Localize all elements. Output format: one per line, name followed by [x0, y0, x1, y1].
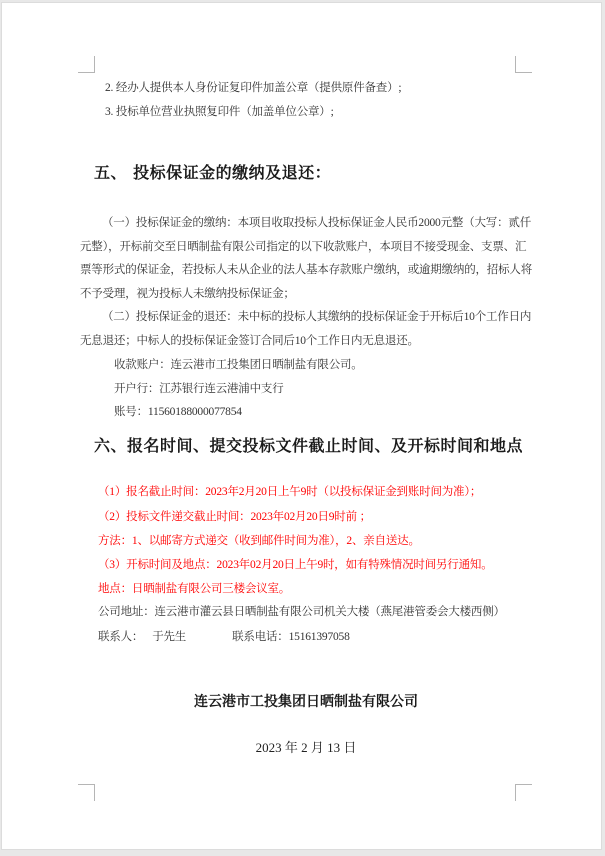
company-address-line: 公司地址：连云港市灌云县日晒制盐有限公司机关大楼（燕尾港管委会大楼西侧） — [98, 606, 505, 618]
section5-para1-line2: 元整），开标前交至日晒制盐有限公司指定的以下收款账户，本项目不接受现金、支票、汇 — [80, 241, 527, 253]
contact-phone-label: 联系电话： — [232, 631, 289, 643]
contact-person-name: 于先生 — [152, 631, 187, 643]
contact-phone-number: 15161397058 — [288, 631, 350, 643]
bid-opening-time-line: （3）开标时间及地点：2023年02月20日上午9时，如有特殊情况时间另行通知。 — [98, 559, 493, 571]
bank-branch-line: 开户行：江苏银行连云港浦中支行 — [114, 383, 284, 395]
signup-deadline-line: （1）报名截止时间：2023年2月20日上午9时（以投标保证金到账时间为准）； — [98, 486, 482, 498]
issue-date: 2023 年 2 月 13 日 — [255, 740, 357, 755]
section5-para1-line3: 票等形式的保证金，若投标人未从企业的法人基本存款账户缴纳，或逾期缴纳的，招标人将 — [80, 264, 532, 276]
margin-crop-mark-bottom-right — [515, 784, 532, 801]
margin-crop-mark-bottom-left — [78, 784, 95, 801]
bid-opening-location-line: 地点：日晒制盐有限公司三楼会议室。 — [98, 583, 291, 595]
document-page — [1, 2, 602, 850]
submission-method-line: 方法：1、以邮寄方式递交（收到邮件时间为准），2、亲自送达。 — [98, 535, 420, 547]
issuing-company-name: 连云港市工投集团日晒制盐有限公司 — [194, 694, 418, 710]
section5-para2-line1: （二）投标保证金的退还：未中标的投标人其缴纳的投标保证金于开标后10个工作日内 — [102, 311, 532, 323]
account-number-line: 账号：11560188000077854 — [114, 406, 242, 418]
receiving-account-line: 收款账户：连云港市工投集团日晒制盐有限公司。 — [114, 359, 363, 371]
intro-item-3: 3. 投标单位营业执照复印件（加盖单位公章）; — [105, 106, 334, 118]
margin-crop-mark-top-right — [515, 56, 532, 73]
section5-para2-line2: 无息退还；中标人的投标保证金签订合同后10个工作日内无息退还。 — [80, 335, 419, 347]
contact-person-label: 联系人： — [98, 631, 144, 643]
section6-title: 六、报名时间、提交投标文件截止时间、及开标时间和地点 — [94, 436, 524, 455]
section5-title: 五、 投标保证金的缴纳及退还： — [94, 163, 332, 182]
section5-para1-line4: 不予受理，视为投标人未缴纳投标保证金； — [80, 288, 295, 300]
section5-para1-line1: （一）投标保证金的缴纳：本项目收取投标人投标保证金人民币2000元整（大写：贰仟 — [102, 217, 531, 229]
intro-item-2: 2. 经办人提供本人身份证复印件加盖公章（提供原件备查）; — [105, 82, 402, 94]
margin-crop-mark-top-left — [78, 56, 95, 73]
contact-line — [80, 629, 558, 646]
bid-submission-deadline-line: （2）投标文件递交截止时间：2023年02月20日9时前 ； — [98, 511, 371, 523]
